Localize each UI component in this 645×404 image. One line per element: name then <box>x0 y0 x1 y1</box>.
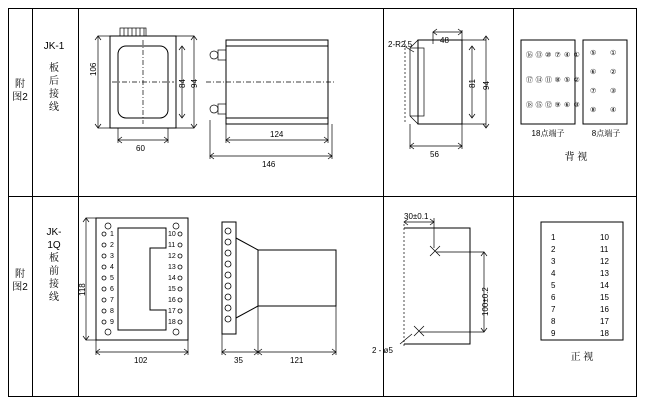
terminal-number: 2 <box>110 242 114 249</box>
terminal-number: ⑨ <box>554 102 561 109</box>
row2-dim-118: 118 <box>78 283 87 296</box>
row1-dim-94b: 94 <box>482 81 491 90</box>
terminal-number: ① <box>610 50 617 57</box>
terminal-number: 11 <box>168 242 176 249</box>
terminal-number: ③ <box>610 88 617 95</box>
row1-terminal-left-caption: 18点端子 <box>531 129 565 138</box>
terminal-number: ② <box>573 77 580 84</box>
terminal-number: ⑧ <box>590 107 597 114</box>
terminal-number: 13 <box>600 269 609 278</box>
terminal-number: 15 <box>168 286 176 293</box>
terminal-number: 11 <box>600 245 609 254</box>
terminal-number: 4 <box>110 264 114 271</box>
row2-dim-100: 100±0.2 <box>481 287 490 316</box>
terminal-number: ① <box>573 52 580 59</box>
terminal-number: ⑯ <box>526 52 533 59</box>
row1-dim-56: 56 <box>430 150 439 159</box>
terminal-number: 2 <box>551 245 556 254</box>
row2-dim-d5: 2 - ø5 <box>372 346 393 355</box>
terminal-number: 14 <box>600 281 609 290</box>
row1-model-label: JK-1 <box>43 41 65 52</box>
terminal-number: 18 <box>168 319 176 326</box>
terminal-number: ② <box>610 69 617 76</box>
row1-figure-label: 附图2 <box>12 79 28 103</box>
row1-dim-106: 106 <box>89 62 98 76</box>
terminal-number: ⑥ <box>564 102 571 109</box>
terminal-number: 17 <box>600 317 609 326</box>
terminal-number: 8 <box>110 308 114 315</box>
terminal-number: ⑩ <box>545 52 552 59</box>
terminal-number: 3 <box>110 253 114 260</box>
terminal-number: 16 <box>600 305 609 314</box>
terminal-number: 4 <box>551 269 556 278</box>
row1-view-caption: 背 视 <box>564 152 588 163</box>
terminal-number: 9 <box>110 319 114 326</box>
terminal-number: 7 <box>110 297 114 304</box>
row1-dim-94: 94 <box>190 79 199 88</box>
terminal-number: 1 <box>110 231 114 238</box>
terminal-number: 3 <box>551 257 556 266</box>
terminal-number: ⑧ <box>554 77 561 84</box>
terminal-number: 12 <box>168 253 176 260</box>
row2-view-caption: 正 视 <box>570 352 594 363</box>
terminal-number: 10 <box>600 233 609 242</box>
terminal-number: 5 <box>551 281 556 290</box>
terminal-number: ⑤ <box>590 50 597 57</box>
terminal-number: ⑤ <box>564 77 571 84</box>
row2-dim-30: 30±0.1 <box>404 212 429 221</box>
terminal-number: 10 <box>168 231 176 238</box>
row1-dim-124: 124 <box>270 130 284 139</box>
row1-mount-label: 板后接线 <box>49 63 59 113</box>
row1-dim-146: 146 <box>262 160 276 169</box>
terminal-number: 6 <box>110 286 114 293</box>
terminal-number: ④ <box>610 107 617 114</box>
terminal-number: 7 <box>551 305 556 314</box>
row1-dim-r25: 2-R2.5 <box>388 40 413 49</box>
terminal-number: ⑦ <box>590 88 597 95</box>
row2-figure-label: 附图2 <box>12 269 28 293</box>
row2-dim-35: 35 <box>234 356 243 365</box>
row1-terminal-right-caption: 8点端子 <box>591 129 621 138</box>
terminal-number: 15 <box>600 293 609 302</box>
terminal-number: ⑪ <box>545 77 552 84</box>
terminal-number: 16 <box>168 297 176 304</box>
terminal-number: ⑭ <box>535 77 543 84</box>
terminal-number: ⑮ <box>535 102 543 109</box>
terminal-number: 8 <box>551 317 556 326</box>
terminal-number: ⑬ <box>535 52 543 59</box>
terminal-number: 1 <box>551 233 556 242</box>
terminal-number: ④ <box>564 52 571 59</box>
terminal-number: 18 <box>600 329 609 338</box>
terminal-number: 9 <box>551 329 556 338</box>
row1-dim-60: 60 <box>136 144 145 153</box>
terminal-number: 5 <box>110 275 114 282</box>
terminal-number: ⑦ <box>554 52 561 59</box>
terminal-number: ⑫ <box>545 102 552 109</box>
terminal-number: ③ <box>573 102 580 109</box>
terminal-number: ⑥ <box>590 69 597 76</box>
row1-dim-81: 81 <box>468 79 477 88</box>
row1-dim-48: 48 <box>440 36 449 45</box>
terminal-number: 17 <box>168 308 176 315</box>
terminal-number: 13 <box>168 264 176 271</box>
terminal-number: ⑱ <box>526 102 533 109</box>
row2-dim-121: 121 <box>290 356 304 365</box>
terminal-number: 6 <box>551 293 556 302</box>
terminal-number: 14 <box>168 275 176 282</box>
row2-mount-label: 板前接线 <box>49 253 59 303</box>
terminal-number: 12 <box>600 257 609 266</box>
row1-dim-84: 84 <box>178 79 187 88</box>
row2-dim-102: 102 <box>134 356 148 365</box>
row2-model-label: JK-1Q <box>46 227 62 251</box>
terminal-number: ⑰ <box>526 77 533 84</box>
